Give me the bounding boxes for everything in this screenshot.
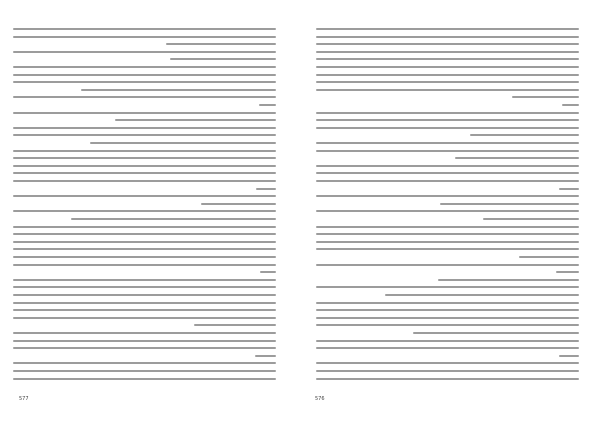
- text-line: [316, 309, 579, 311]
- text-line: [201, 203, 276, 205]
- text-line: [71, 218, 276, 220]
- text-line: [13, 180, 276, 182]
- text-line: [385, 294, 579, 296]
- text-line: [170, 58, 276, 60]
- text-line: [316, 340, 579, 342]
- text-line: [13, 378, 276, 380]
- text-line: [13, 172, 276, 174]
- text-line: [316, 248, 579, 250]
- text-line: [316, 195, 579, 197]
- text-line: [316, 58, 579, 60]
- text-line: [440, 203, 579, 205]
- left-page: [13, 28, 276, 384]
- text-line: [556, 271, 579, 273]
- text-line: [413, 332, 579, 334]
- text-line: [13, 165, 276, 167]
- text-line: [316, 233, 579, 235]
- text-line: [194, 324, 276, 326]
- text-line: [13, 309, 276, 311]
- text-line: [13, 362, 276, 364]
- text-line: [13, 134, 276, 136]
- text-line: [13, 157, 276, 159]
- text-line: [13, 370, 276, 372]
- text-line: [316, 210, 579, 212]
- text-line: [13, 81, 276, 83]
- left-page-number: 577: [19, 396, 29, 402]
- text-line: [13, 36, 276, 38]
- text-line: [316, 127, 579, 129]
- text-line: [438, 279, 579, 281]
- text-line: [13, 294, 276, 296]
- text-line: [81, 89, 276, 91]
- text-line: [316, 226, 579, 228]
- text-line: [316, 362, 579, 364]
- text-line: [256, 188, 276, 190]
- text-line: [13, 51, 276, 53]
- text-line: [90, 142, 276, 144]
- text-line: [13, 279, 276, 281]
- text-line: [115, 119, 276, 121]
- text-line: [316, 172, 579, 174]
- text-line: [316, 89, 579, 91]
- text-line: [316, 370, 579, 372]
- text-line: [166, 43, 276, 45]
- text-line: [316, 119, 579, 121]
- text-line: [13, 241, 276, 243]
- text-line: [13, 347, 276, 349]
- text-line: [512, 96, 579, 98]
- text-line: [13, 248, 276, 250]
- text-line: [13, 226, 276, 228]
- text-line: [316, 302, 579, 304]
- text-line: [13, 264, 276, 266]
- text-line: [13, 332, 276, 334]
- text-line: [316, 28, 579, 30]
- text-line: [13, 286, 276, 288]
- text-line: [455, 157, 579, 159]
- text-line: [316, 66, 579, 68]
- text-line: [483, 218, 579, 220]
- text-line: [13, 112, 276, 114]
- text-line: [13, 150, 276, 152]
- text-line: [316, 74, 579, 76]
- text-line: [13, 233, 276, 235]
- text-line: [13, 74, 276, 76]
- text-line: [316, 264, 579, 266]
- text-line: [13, 195, 276, 197]
- text-line: [316, 112, 579, 114]
- text-line: [13, 127, 276, 129]
- text-line: [255, 355, 276, 357]
- text-line: [13, 96, 276, 98]
- text-line: [559, 188, 579, 190]
- text-line: [13, 302, 276, 304]
- right-page-number: 576: [315, 396, 325, 402]
- text-line: [316, 36, 579, 38]
- text-line: [316, 180, 579, 182]
- text-line: [13, 340, 276, 342]
- text-line: [13, 317, 276, 319]
- text-line: [13, 256, 276, 258]
- text-line: [13, 28, 276, 30]
- right-page: [316, 28, 579, 384]
- text-line: [316, 286, 579, 288]
- text-line: [13, 210, 276, 212]
- text-line: [519, 256, 579, 258]
- text-line: [316, 142, 579, 144]
- text-line: [559, 355, 579, 357]
- text-line: [316, 51, 579, 53]
- text-line: [316, 81, 579, 83]
- text-line: [562, 104, 579, 106]
- text-line: [316, 317, 579, 319]
- text-line: [470, 134, 579, 136]
- text-line: [316, 347, 579, 349]
- text-line: [260, 271, 276, 273]
- text-line: [13, 66, 276, 68]
- text-line: [316, 378, 579, 380]
- text-line: [316, 324, 579, 326]
- text-line: [316, 43, 579, 45]
- text-line: [259, 104, 276, 106]
- text-line: [316, 165, 579, 167]
- text-line: [316, 241, 579, 243]
- text-line: [316, 150, 579, 152]
